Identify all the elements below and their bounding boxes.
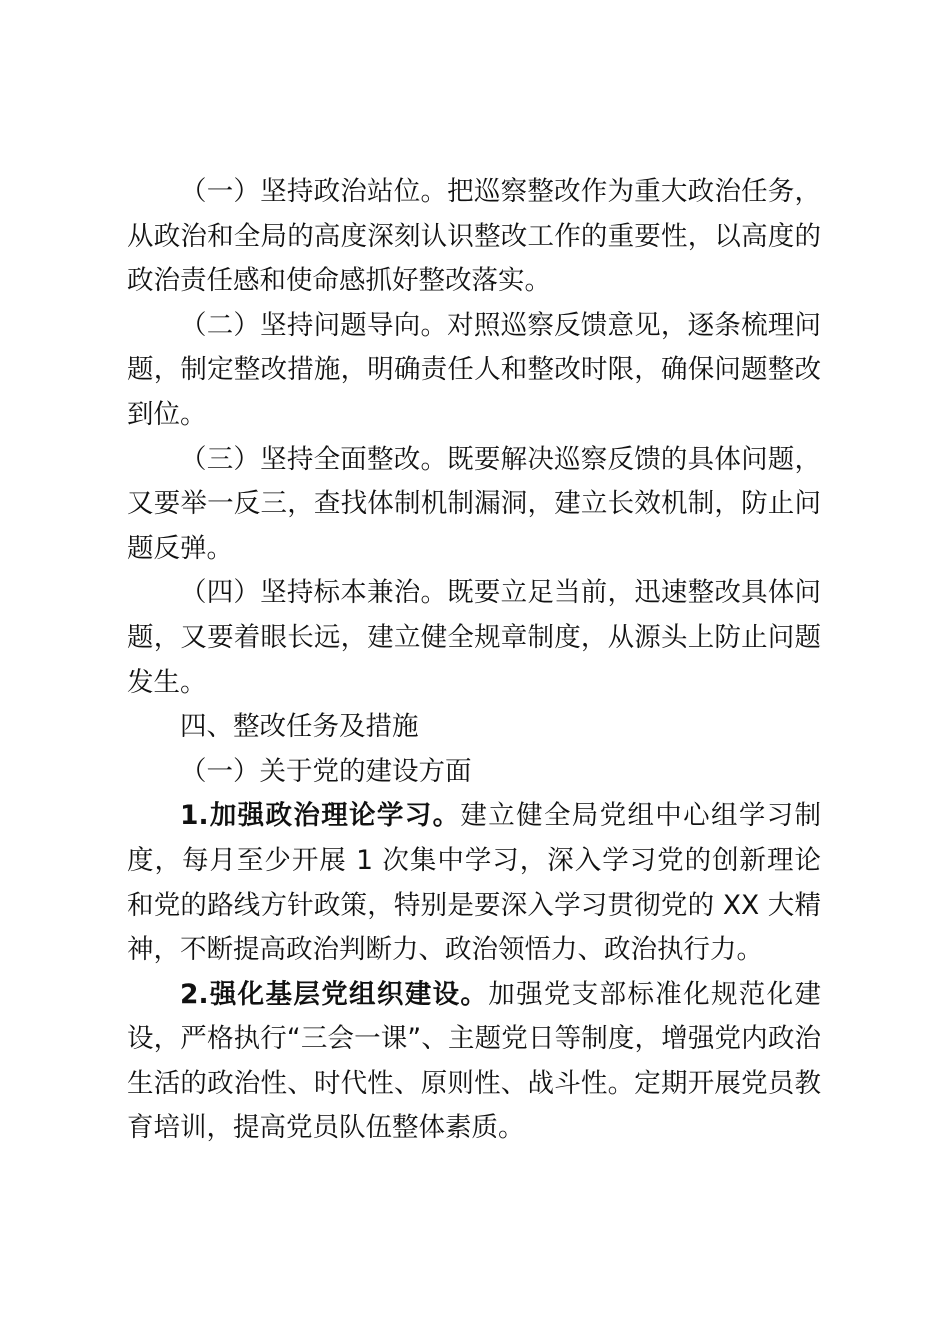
- paragraph-task-2: [127, 973, 821, 1151]
- paragraph-text: （一）坚持政治站位。把巡察整改作为重大政治任务，从政治和全局的高度深刻认识整改工作的重要性，以高度的政治责任感和使命感抓好整改落实。: [127, 176, 821, 297]
- task-title: 2.强化基层党组织建设。: [180, 978, 489, 1010]
- paragraph-principle-4: [127, 571, 821, 705]
- section-heading: [127, 705, 821, 750]
- document-body: [127, 170, 821, 1151]
- subsection-heading-text: （一）关于党的建设方面: [180, 755, 472, 787]
- paragraph-text: 建立健全局党组中心组学习制度，每月至少开展 1 次集中学习，深入学习党的创新理论和党的路线方针政策，特别是要深入学习贯彻党的 XX 大精神，不断提高政治判断力、政治领悟力、政治执行力。: [127, 800, 822, 966]
- section-heading-text: 四、整改任务及措施: [180, 711, 419, 743]
- paragraph-task-1: [127, 794, 821, 972]
- paragraph-principle-3: [127, 438, 821, 572]
- paragraph-principle-2: [127, 304, 821, 438]
- paragraph-text: （二）坚持问题导向。对照巡察反馈意见，逐条梳理问题，制定整改措施，明确责任人和整改时限，确保问题整改到位。: [127, 309, 821, 430]
- paragraph-principle-1: [127, 170, 821, 304]
- paragraph-text: （四）坚持标本兼治。既要立足当前，迅速整改具体问题，又要着眼长远，建立健全规章制度，从源头上防止问题发生。: [127, 577, 821, 698]
- task-title: 1.加强政治理论学习。: [180, 800, 461, 832]
- paragraph-text: 加强党支部标准化规范化建设，严格执行“三会一课”、主题党日等制度，增强党内政治生活的政治性、时代性、原则性、战斗性。定期开展党员教育培训，提高党员队伍整体素质。: [127, 978, 821, 1144]
- paragraph-text: （三）坚持全面整改。既要解决巡察反馈的具体问题，又要举一反三，查找体制机制漏洞，建立长效机制，防止问题反弹。: [127, 443, 821, 564]
- subsection-heading: [127, 750, 821, 795]
